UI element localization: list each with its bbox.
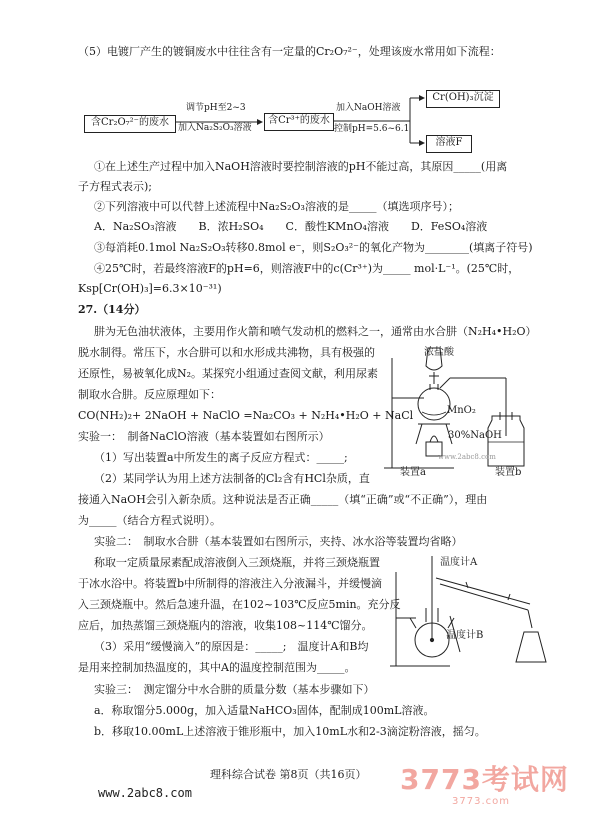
- label-device-b: 装置b: [495, 467, 522, 478]
- q27-sub-2a: （2）某同学认为用上述方法制备的Cl₂含有HCl杂质，直: [94, 472, 370, 485]
- experiment-2-title: 实验二： 制取水合肼（基本装置如右图所示，夹持、冰水浴等装置均省略）: [94, 535, 463, 548]
- watermark-left: www.2abc8.com: [98, 786, 192, 800]
- apparatus-stamp: www.2abc8.com: [438, 453, 496, 461]
- q27-sub-3a: （3）采用“缓慢滴入”的原因是：_____; 温度计A和B均: [94, 640, 369, 653]
- q27-sub-3b: 是用来控制加热温度的，其中A的温度控制范围为_____。: [78, 661, 356, 674]
- q5-line-6: Ksp[Cr(OH)₃]=6.3×10⁻³¹): [78, 282, 222, 295]
- reaction-equation: CO(NH₂)₂+ 2NaOH + NaClO =Na₂CO₃ + N₂H₄•H₂O + NaCl: [78, 409, 414, 422]
- q5-intro: （5）电镀厂产生的镀铜废水中往往含有一定量的Cr₂O₇²⁻，处理该废水常用如下流程：: [78, 45, 501, 58]
- label-thermometer-b: 温度计B: [446, 630, 484, 641]
- flow-box-cr2o7: 含Cr₂O₇²⁻的废水: [84, 115, 176, 133]
- q5-options: A．Na₂SO₃溶液 B．浓H₂SO₄ C．酸性KMnO₄溶液 D．FeSO₄溶液: [94, 220, 488, 233]
- flow-box-solution-f: 溶液F: [426, 135, 472, 153]
- flow-step2-top: 加入NaOH溶液: [336, 103, 401, 113]
- q27-exp2-1: 称取一定质量尿素配成溶液倒入三颈烧瓶，并将三颈烧瓶置: [94, 556, 380, 569]
- q27-intro-3: 还原性，易被氧化成N₂。某探究小组通过查阅文献，利用尿素: [78, 367, 379, 380]
- flow-box-croh3: Cr(OH)₃沉淀: [426, 90, 500, 108]
- q5-line-3: ②下列溶液中可以代替上述流程中Na₂S₂O₃溶液的是_____（填选项序号）；: [94, 200, 459, 213]
- q27-step-a: a．称取馏分5.000g，加入适量NaHCO₃固体，配制成100mL溶液。: [94, 704, 435, 717]
- label-mno2: MnO₂: [447, 405, 476, 416]
- flow-step2-bottom: 控制pH=5.6~6.1: [334, 124, 410, 134]
- q27-sub-1: （1）写出装置a中所发生的离子反应方程式：_____;: [94, 451, 348, 464]
- label-thermometer-a: 温度计A: [440, 557, 478, 568]
- q27-exp2-3: 入三颈烧瓶中。然后急速升温，在102~103℃反应5min。充分反: [78, 598, 401, 611]
- q5-line-4: ③每消耗0.1mol Na₂S₂O₃转移0.8mol e⁻，则S₂O₃²⁻的氧化产物为________(填离子符号): [94, 241, 533, 254]
- q5-line-2: 子方程式表示);: [78, 180, 152, 193]
- watermark-brand: 3773考试网: [400, 763, 569, 796]
- q27-exp2-4: 应后，加热蒸馏三颈烧瓶内的溶液，收集108~114℃馏分。: [78, 619, 373, 632]
- page-footer: 理科综合试卷 第8页（共16页）: [210, 768, 367, 781]
- experiment-3-title: 实验三： 测定馏分中水合肼的质量分数（基本步骤如下）: [94, 683, 375, 696]
- experiment-1-title: 实验一： 制备NaClO溶液（基本装置如右图所示）: [78, 430, 330, 443]
- watermark-brand-url: 3773.com: [452, 796, 510, 807]
- label-device-a: 装置a: [400, 467, 426, 478]
- q27-sub-2c: 为_____（结合方程式说明）。: [78, 514, 221, 527]
- q27-header: 27.（14分）: [78, 303, 146, 316]
- q27-intro-4: 制取水合肼。反应原理如下：: [78, 388, 221, 401]
- q27-sub-2b: 接通入NaOH会引入新杂质。这种说法是否正确_____（填“正确”或“不正确”），理由: [78, 493, 488, 506]
- flow-step1-top: 调节pH至2~3: [186, 103, 246, 113]
- label-naoh-30: 30%NaOH: [448, 430, 502, 441]
- q5-line-5: ④25℃时，若最终溶液F的pH=6，则溶液F中的c(Cr³⁺)为_____ mol·L⁻¹。(25℃时，: [94, 262, 520, 275]
- flow-box-cr3: 含Cr³⁺的废水: [264, 113, 334, 131]
- label-conc-hcl: 浓盐酸: [424, 347, 454, 358]
- q27-exp2-2: 于冰水浴中。将装置b中所制得的溶液注入分液漏斗，并缓慢滴: [78, 577, 383, 590]
- q5-line-1: ①在上述生产过程中加入NaOH溶液时要控制溶液的pH不能过高，其原因_____(用离: [94, 160, 508, 173]
- q27-step-b: b．移取10.00mL上述溶液于锥形瓶中，加入10mL水和2-3滴淀粉溶液，摇匀。: [94, 725, 486, 738]
- q27-intro-1: 肼为无色油状液体，主要用作火箭和喷气发动机的燃料之一，通常由水合肼（N₂H₄•H₂O）: [94, 325, 537, 338]
- q27-intro-2: 脱水制得。常压下，水合肼可以和水形成共沸物，具有极强的: [78, 346, 375, 359]
- flow-step1-bottom: 加入Na₂S₂O₃溶液: [178, 123, 252, 133]
